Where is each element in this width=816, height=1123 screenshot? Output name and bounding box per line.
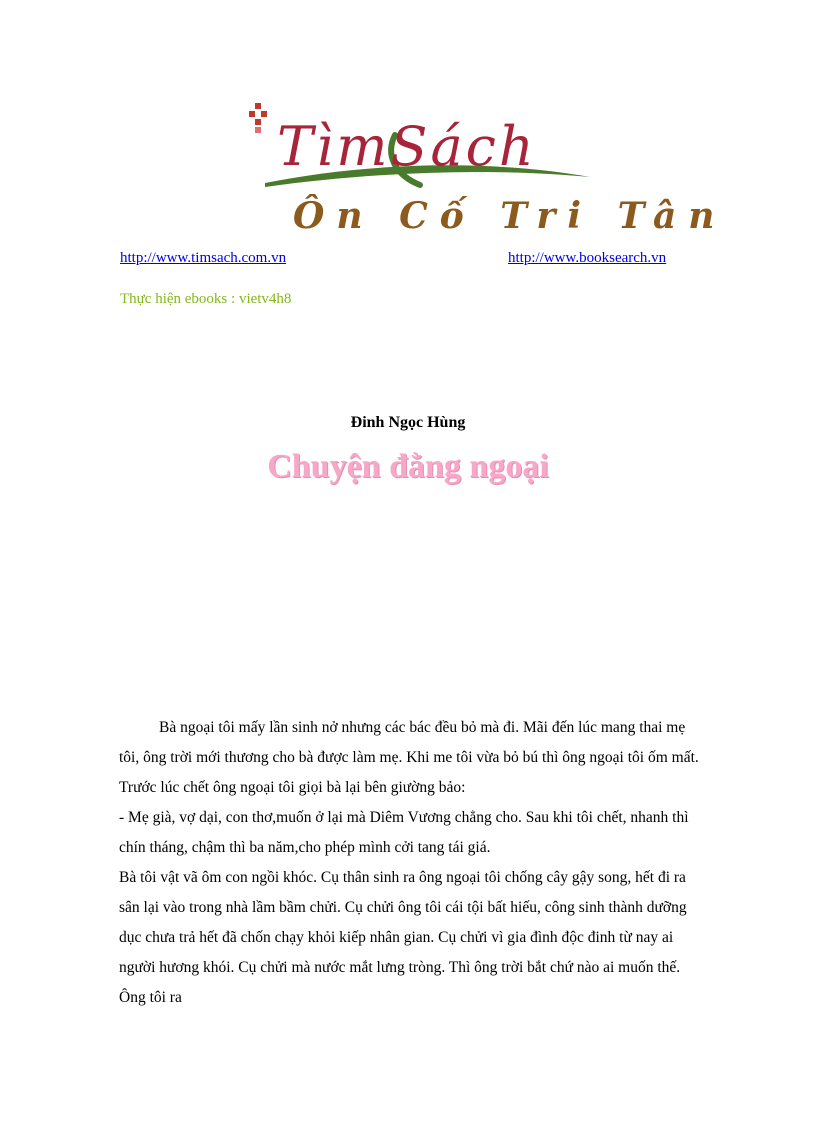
author-name: Đinh Ngọc Hùng	[350, 414, 466, 431]
logo-main-text: TìmSách	[277, 115, 537, 178]
timsach-logo	[245, 95, 727, 250]
body-text	[119, 713, 699, 1013]
ebook-credit: Thực hiện ebooks : vietv4h8	[120, 291, 292, 307]
book-title: Chuyện đằng ngoại	[267, 448, 549, 485]
paragraph: Bà tôi vật vã ôm con ngồi khóc. Cụ thân sinh ra ông ngoại tôi chống cây gậy song, hết đi ra sân lại vào trong nhà lầm bầm chửi. Cụ chửi ông tôi cái tội bất hiếu, công sinh thành dưỡng dục chưa trả hết đã chốn chạy khỏi kiếp nhân gian. Cụ chửi vì gia đình độc đinh từ nay ai người hương khói. Cụ chửi mà nước mắt lưng tròng. Thì ông trời bắt chứ nào ai muốn thế. Ông tôi ra	[119, 869, 687, 1006]
paragraph: - Mẹ già, vợ dại, con thơ,muốn ở lại mà Diêm Vương chẳng cho. Sau khi tôi chết, nhanh thì chín tháng, chậm thì ba năm,cho phép mình cởi tang tái giá.	[119, 809, 689, 856]
booksearch-link[interactable]: http://www.booksearch.vn	[508, 250, 667, 266]
timsach-link[interactable]: http://www.timsach.com.vn	[120, 250, 287, 266]
logo-tagline: Ôn Cố Tri Tân	[293, 195, 727, 237]
paragraph: Bà ngoại tôi mấy lần sinh nở nhưng các bác đều bỏ mà đi. Mãi đến lúc mang thai mẹ tôi, ông trời mới thương cho bà được làm mẹ. Khi me tôi vừa bỏ bú thì ông ngoại tôi ốm mất. Trước lúc chết ông ngoại tôi giọi bà lại bên giường bảo:	[119, 719, 699, 796]
